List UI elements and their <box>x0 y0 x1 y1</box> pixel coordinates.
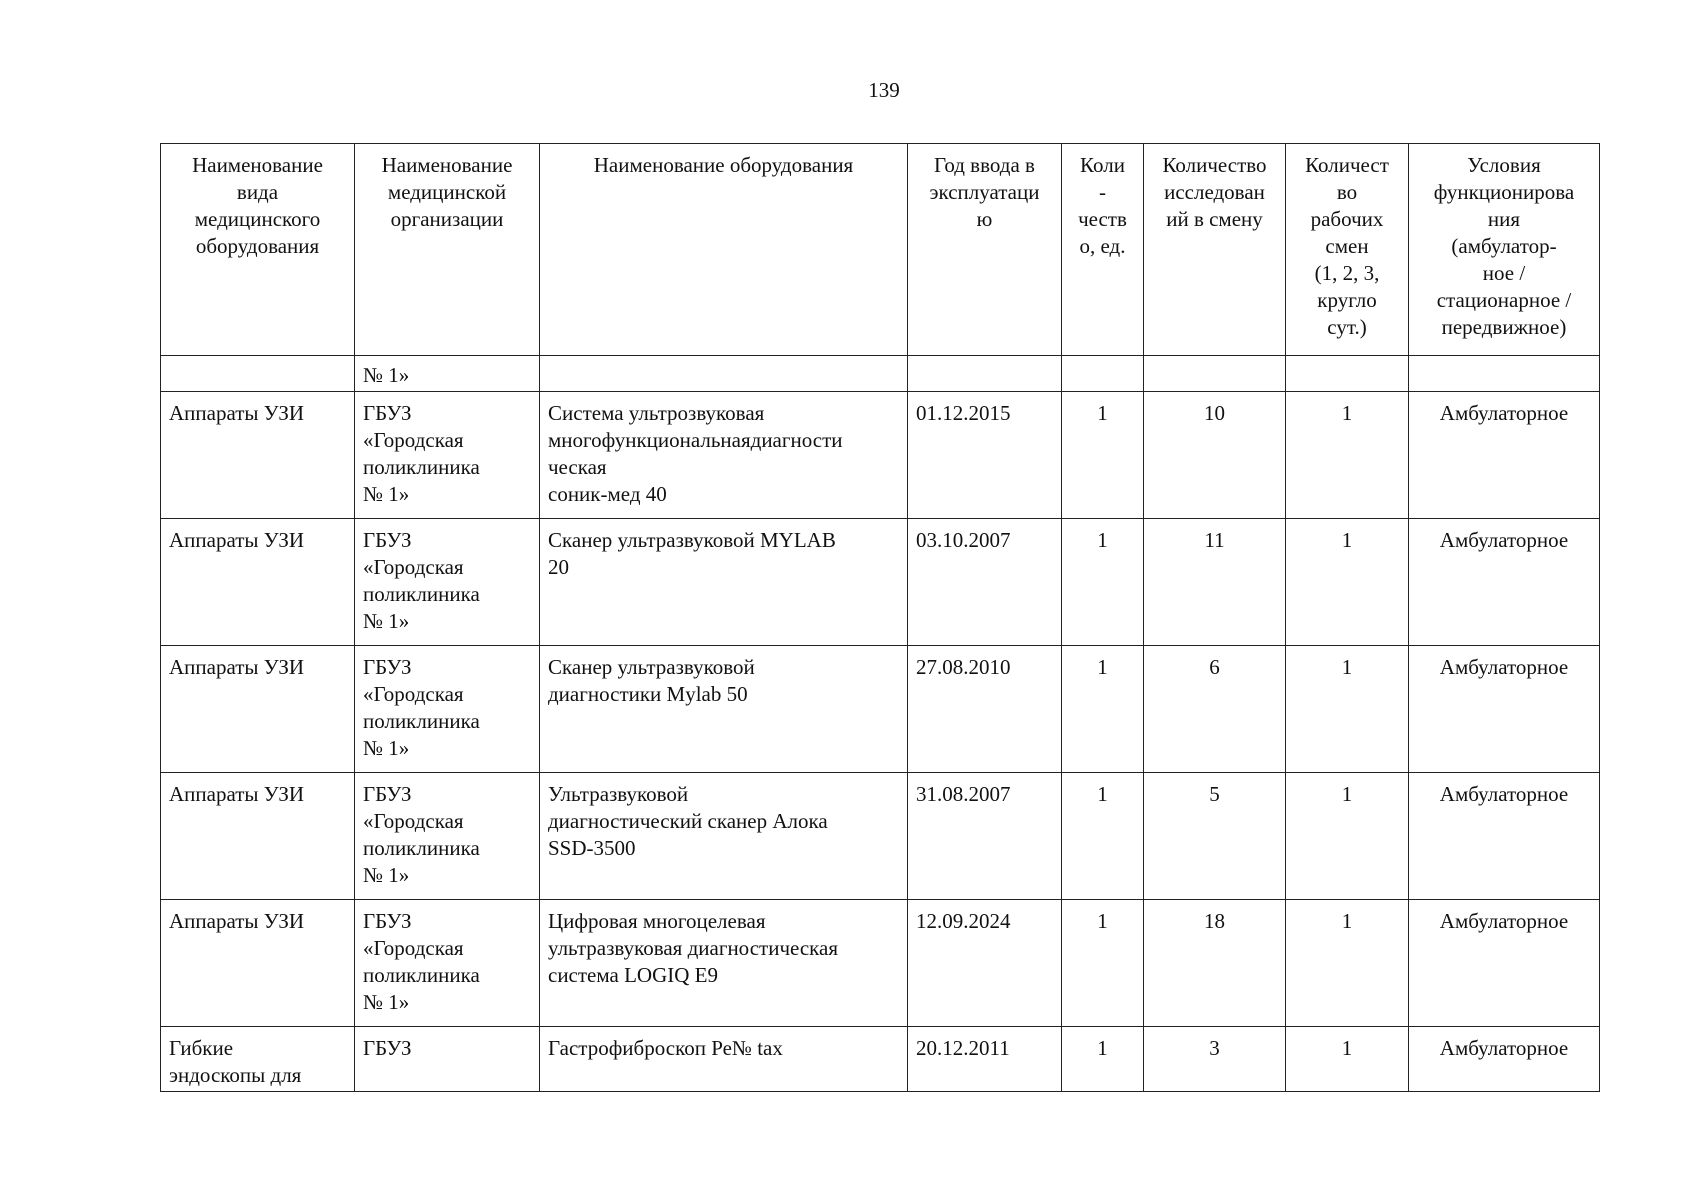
organization-line: поликлиника <box>363 836 480 860</box>
cell-equipment <box>540 392 908 519</box>
cell-count: 1 <box>1062 900 1144 1027</box>
cell-equipment <box>540 900 908 1027</box>
cell-kind <box>161 646 355 773</box>
organization-line: «Городская <box>363 936 464 960</box>
organization-line: «Городская <box>363 428 464 452</box>
cell-equipment-text: Ультразвуковой диагностический сканер Алока SSD-3500 <box>548 782 828 860</box>
header-studies-per-shift: Количество исследован ий в смену <box>1144 144 1286 356</box>
cell-count <box>1062 356 1144 392</box>
table-row <box>161 1027 1600 1092</box>
page-number: 139 <box>868 78 900 102</box>
cell-equipment-text: Цифровая многоцелевая ультразвуковая диагностическая система LOGIQ E9 <box>548 909 839 987</box>
cell-shifts <box>1286 356 1409 392</box>
organization-line: ГБУЗ <box>363 1036 412 1060</box>
table-row <box>161 773 1600 900</box>
cell-kind-text: Аппараты УЗИ <box>169 401 305 425</box>
cell-equipment-text: Система ультрозвуковая многофункциональнаядиагности ческая соник-мед 40 <box>548 401 843 506</box>
table-row <box>161 900 1600 1027</box>
table-header-row <box>161 144 1600 356</box>
cell-studies: 5 <box>1144 773 1286 900</box>
cell-conditions: Амбулаторное <box>1409 1027 1600 1092</box>
cell-shifts: 1 <box>1286 646 1409 773</box>
cell-conditions: Амбулаторное <box>1409 519 1600 646</box>
cell-organization <box>355 519 540 646</box>
cell-kind <box>161 392 355 519</box>
header-equipment-kind: Наименование вида медицинского оборудования <box>161 144 355 356</box>
organization-line: ГБУЗ <box>363 782 412 806</box>
organization-line: № 1» <box>363 863 410 887</box>
organization-line: «Городская <box>363 555 464 579</box>
cell-count: 1 <box>1062 646 1144 773</box>
organization-line: «Городская <box>363 809 464 833</box>
table-row-continuation <box>161 356 1600 392</box>
organization-line: № 1» <box>363 990 410 1014</box>
cell-shifts: 1 <box>1286 519 1409 646</box>
cell-count: 1 <box>1062 1027 1144 1092</box>
cell-studies: 11 <box>1144 519 1286 646</box>
cell-year: 12.09.2024 <box>908 900 1062 1027</box>
table-row <box>161 519 1600 646</box>
cell-organization <box>355 392 540 519</box>
cell-kind <box>161 773 355 900</box>
cell-kind-text: Аппараты УЗИ <box>169 528 305 552</box>
cell-equipment <box>540 519 908 646</box>
header-organization: Наименование медицинской организации <box>355 144 540 356</box>
cell-studies: 18 <box>1144 900 1286 1027</box>
cell-studies: 10 <box>1144 392 1286 519</box>
cell-year: 20.12.2011 <box>908 1027 1062 1092</box>
organization-line: ГБУЗ <box>363 655 412 679</box>
cell-conditions: Амбулаторное <box>1409 646 1600 773</box>
cell-shifts: 1 <box>1286 392 1409 519</box>
cell-organization <box>355 646 540 773</box>
organization-line: ГБУЗ <box>363 909 412 933</box>
header-shifts: Количест во рабочих смен (1, 2, 3, кругло сут.) <box>1286 144 1409 356</box>
cell-equipment <box>540 1027 908 1092</box>
cell-year <box>908 356 1062 392</box>
cell-year: 27.08.2010 <box>908 646 1062 773</box>
cell-conditions: Амбулаторное <box>1409 773 1600 900</box>
cell-organization: № 1» <box>355 356 540 392</box>
cell-studies: 3 <box>1144 1027 1286 1092</box>
header-quantity: Коли - честв о, ед. <box>1062 144 1144 356</box>
table-row <box>161 646 1600 773</box>
organization-line: ГБУЗ <box>363 401 412 425</box>
cell-equipment <box>540 356 908 392</box>
organization-line: поликлиника <box>363 963 480 987</box>
cell-studies <box>1144 356 1286 392</box>
cell-count: 1 <box>1062 519 1144 646</box>
cell-year: 01.12.2015 <box>908 392 1062 519</box>
cell-equipment-text: Сканер ультразвуковой MYLAB 20 <box>548 528 836 579</box>
cell-kind-text: Аппараты УЗИ <box>169 655 305 679</box>
equipment-table <box>160 143 1600 1092</box>
organization-line: «Городская <box>363 682 464 706</box>
cell-organization <box>355 900 540 1027</box>
cell-equipment <box>540 773 908 900</box>
organization-line: № 1» <box>363 609 410 633</box>
organization-line: поликлиника <box>363 582 480 606</box>
organization-line: поликлиника <box>363 455 480 479</box>
cell-count: 1 <box>1062 773 1144 900</box>
cell-equipment-text: Сканер ультразвуковой диагностики Mylab 50 <box>548 655 755 706</box>
cell-organization <box>355 1027 540 1092</box>
cell-conditions: Амбулаторное <box>1409 392 1600 519</box>
cell-count: 1 <box>1062 392 1144 519</box>
organization-line: ГБУЗ <box>363 528 412 552</box>
cell-shifts: 1 <box>1286 773 1409 900</box>
table-row <box>161 392 1600 519</box>
cell-organization <box>355 773 540 900</box>
cell-year: 31.08.2007 <box>908 773 1062 900</box>
header-conditions: Условия функционирова ния (амбулатор- ное / стационарное / передвижное) <box>1409 144 1600 356</box>
cell-kind-text: Гибкие эндоскопы для <box>169 1036 302 1087</box>
cell-year: 03.10.2007 <box>908 519 1062 646</box>
cell-shifts: 1 <box>1286 900 1409 1027</box>
organization-line: № 1» <box>363 482 410 506</box>
header-equipment-name: Наименование оборудования <box>540 144 908 356</box>
cell-kind <box>161 900 355 1027</box>
cell-equipment-text: Гастрофиброскоп Ре№ tax <box>548 1036 783 1060</box>
header-commission-year: Год ввода в эксплуатаци ю <box>908 144 1062 356</box>
cell-kind-text: Аппараты УЗИ <box>169 782 305 806</box>
cell-kind-text: Аппараты УЗИ <box>169 909 305 933</box>
cell-conditions: Амбулаторное <box>1409 900 1600 1027</box>
cell-equipment <box>540 646 908 773</box>
cell-kind <box>161 1027 355 1092</box>
cell-shifts: 1 <box>1286 1027 1409 1092</box>
organization-line: № 1» <box>363 736 410 760</box>
organization-line: поликлиника <box>363 709 480 733</box>
cell-conditions <box>1409 356 1600 392</box>
cell-kind <box>161 356 355 392</box>
cell-kind <box>161 519 355 646</box>
cell-studies: 6 <box>1144 646 1286 773</box>
